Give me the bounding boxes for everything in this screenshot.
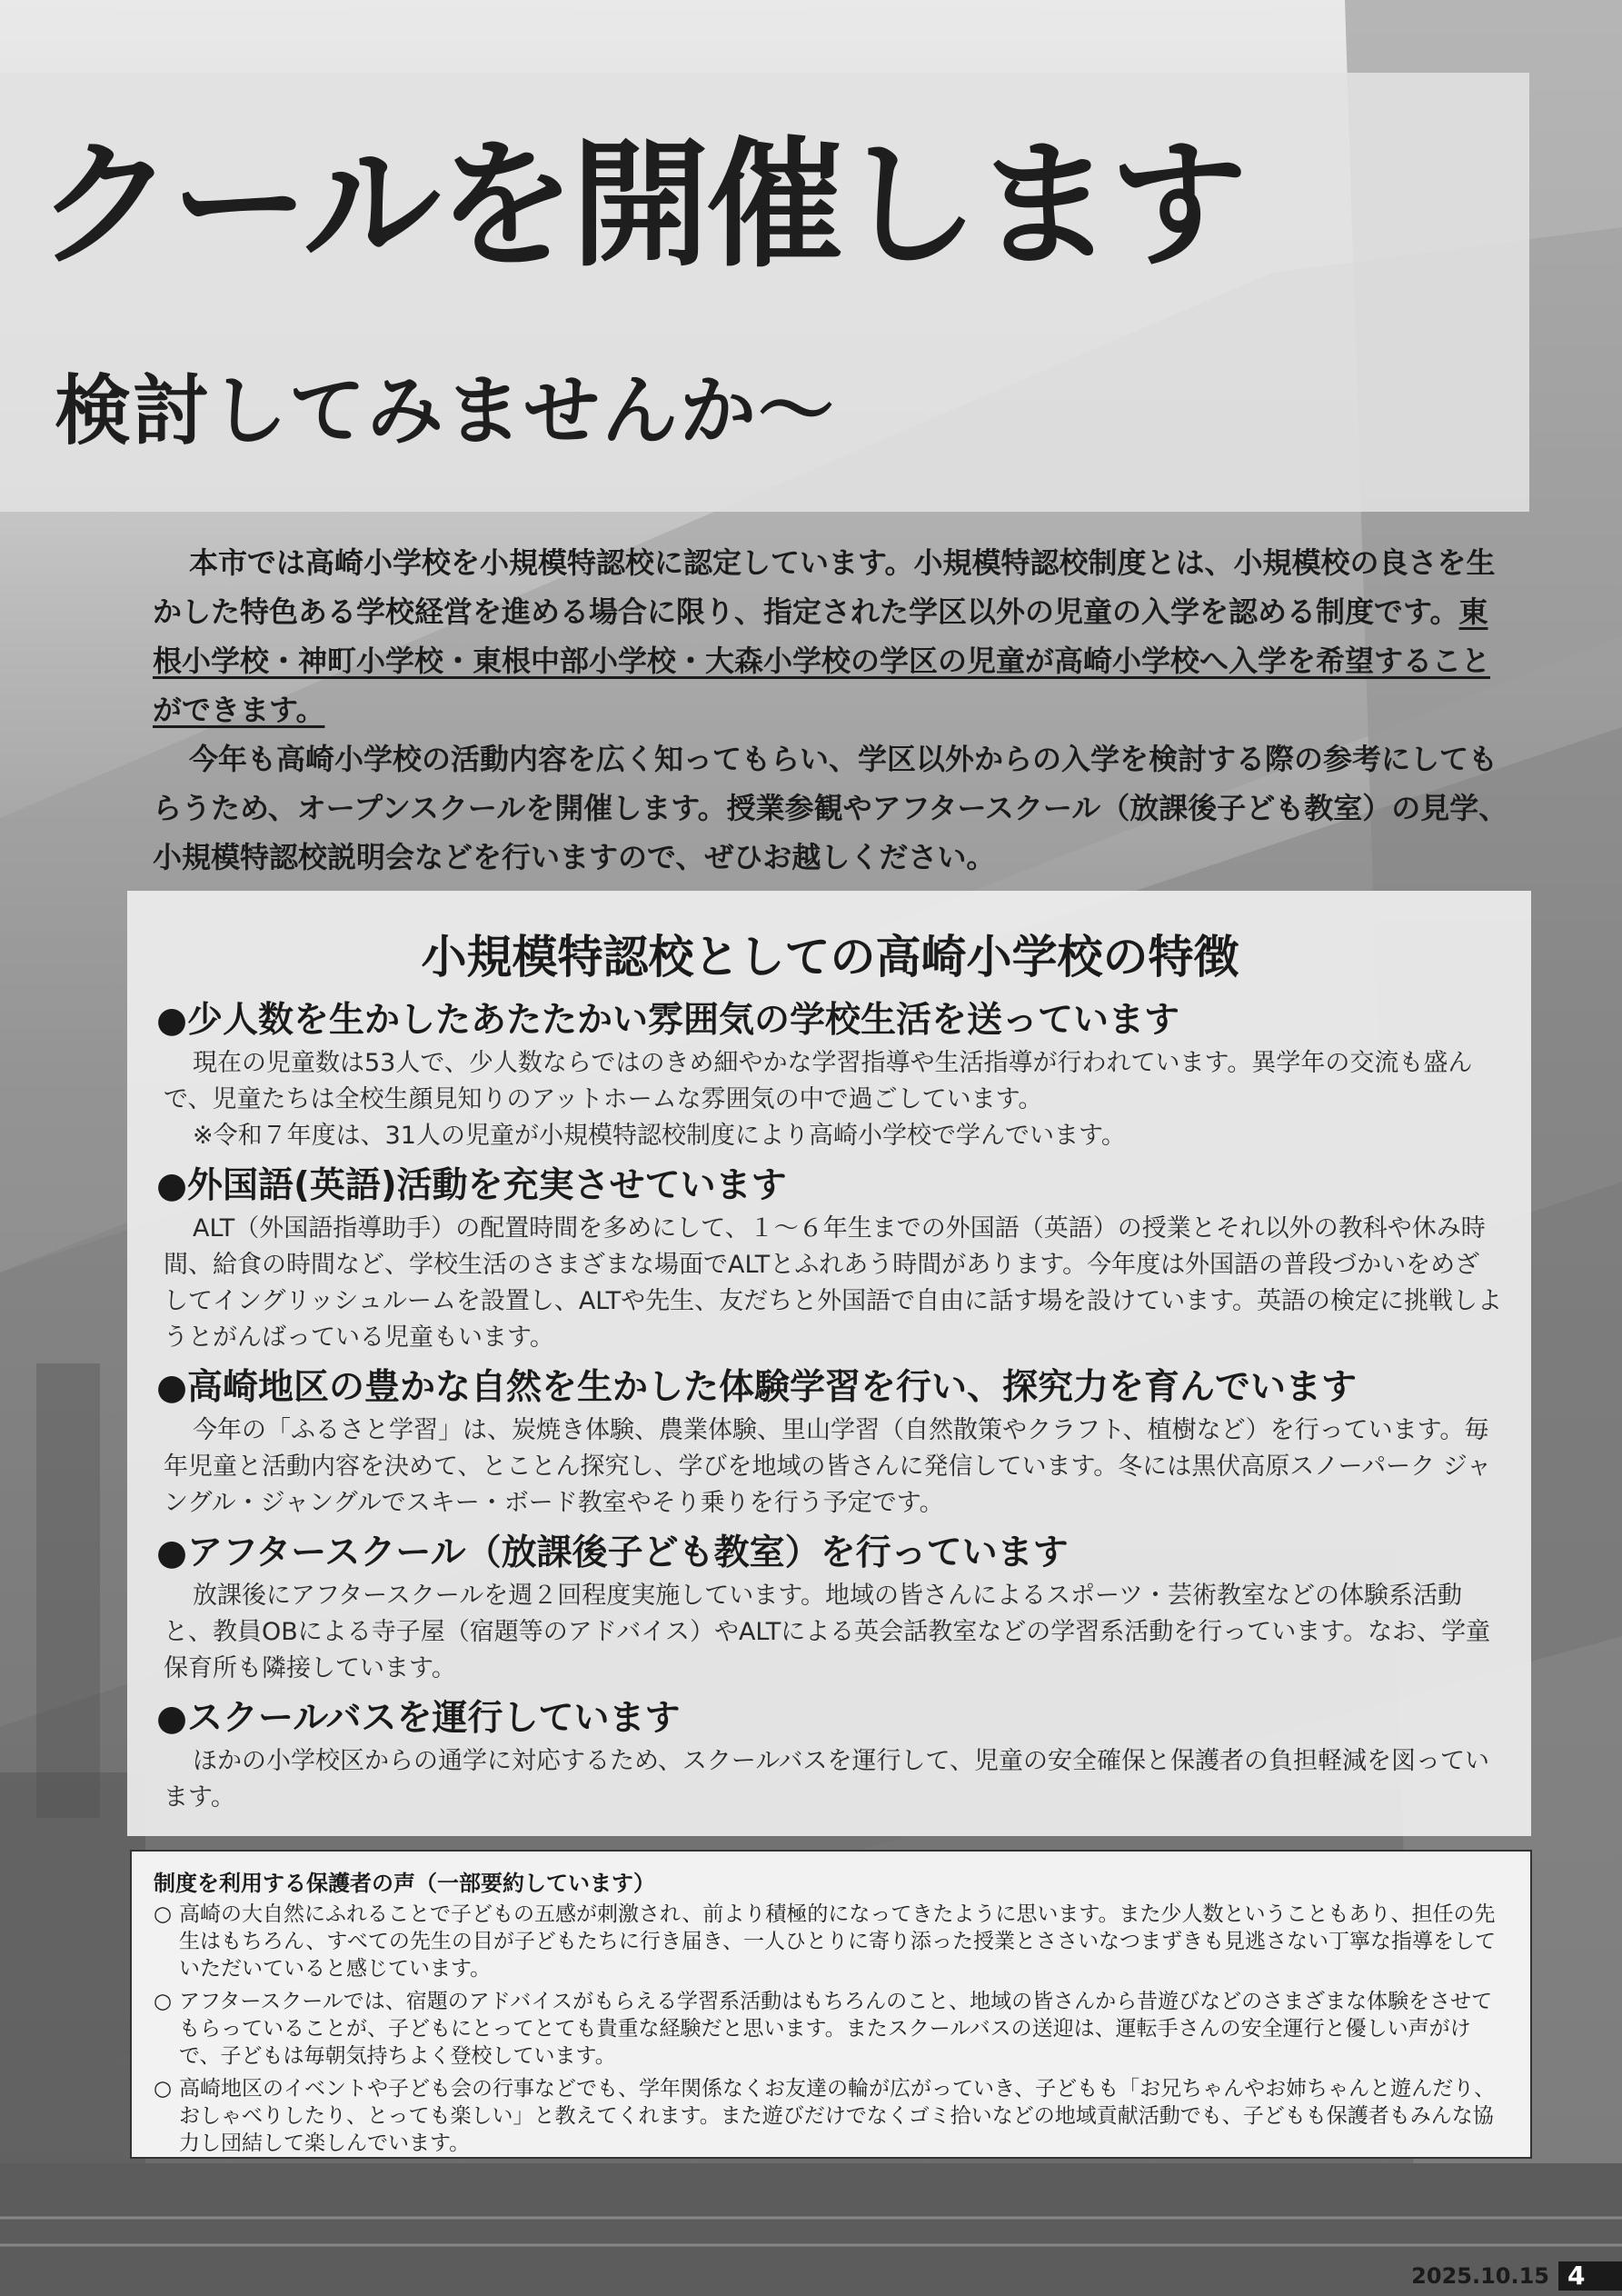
intro-paragraph-1-text: 本市では高崎小学校を小規模特認校に認定しています。小規模特認校制度とは、小規模校の良さを生かした特色ある学校経営を進める場合に限り、指定された学区以外の児童の入学を認める制度です。	[153, 545, 1496, 629]
intro-paragraph-2: 今年も高崎小学校の活動内容を広く知ってもらい、学区以外からの入学を検討する際の参考にしてもらうため、オープンスクールを開催します。授業参観やアフタースクール（放課後子ども教室）の見学、小規模特認校説明会などを行いますので、ぜひお越しください。	[153, 742, 1508, 874]
feature-body: 今年の「ふるさと学習」は、炭焼き体験、農業体験、里山学習（自然散策やクラフト、植樹など）を行っています。毎年児童と活動内容を決めて、とことん探究し、学びを地域の皆さんに発信しています。冬には黒伏高原スノーパーク ジャングル・ジャングルでスキー・ボード教室やそり乗りを行う予定です。	[164, 1416, 1492, 1517]
intro-paragraph-1	[153, 538, 1516, 734]
page-footer	[1411, 2261, 1622, 2291]
feature-item	[156, 996, 1504, 1154]
voice-item	[154, 1988, 1508, 2070]
feature-body: ALT（外国語指導助手）の配置時間を多めにして、１～６年生までの外国語（英語）の授業とそれ以外の教科や休み時間、給食の時間など、学校生活のさまざまな場面でALTとふれあう時間があります。今年度は外国語の普段づかいをめざしてイングリッシュルームを設置し、ALTや先生、友だちと外国語で自由に話す場を設けています。英語の検定に挑戦しようとがんばっている児童もいます。	[164, 1214, 1502, 1352]
page-title: クールを開催します	[36, 125, 1244, 285]
feature-body: 放課後にアフタースクールを週２回程度実施しています。地域の皆さんによるスポーツ・芸術教室などの体験系活動と、教員OBによる寺子屋（宿題等のアドバイス）やALTによる英会話教室などの学習系活動を行っています。なお、学童保育所も隣接しています。	[164, 1582, 1491, 1682]
voice-text: 高崎の大自然にふれることで子どもの五感が刺激され、前より積極的になってきたように思います。また少人数ということもあり、担任の先生はもちろん、すべての先生の目が子どもたちに行き届き、一人ひとりに寄り添った授業とささいなつまずきも見逃さない丁寧な指導をしていただいていると感じています。	[179, 1902, 1496, 1981]
feature-body: 現在の児童数は53人で、少人数ならではのきめ細やかな学習指導や生活指導が行われています。異学年の交流も盛んで、児童たちは全校生顔見知りのアットホームな雰囲気の中で過ごしています。	[164, 1049, 1473, 1113]
voice-item	[154, 1901, 1508, 1982]
circle-bullet-icon: ○	[154, 2077, 173, 2101]
circle-bullet-icon: ○	[154, 1990, 173, 2013]
intro-paragraph-1-underlined: 東根小学校・神町小学校・東根中部小学校・大森小学校の学区の児童が高崎小学校へ入学を希望することができます。	[153, 594, 1491, 727]
voice-item	[154, 2075, 1508, 2157]
parent-voices-box	[130, 1850, 1532, 2159]
page-number: 4	[1558, 2261, 1622, 2291]
circle-bullet-icon: ○	[154, 1902, 173, 1926]
voice-text: 高崎地区のイベントや子ども会の行事などでも、学年関係なくお友達の輪が広がっていき、子どもも「お兄ちゃんやお姉ちゃんと遊んだり、おしゃべりしたり、とっても楽しい」と教えてくれます。また遊びだけでなくゴミ拾いなどの地域貢献活動でも、子どもも保護者もみんな協力し団結して楽しんでいます。	[179, 2077, 1496, 2155]
page-subtitle: 検討してみませんか～	[55, 366, 837, 455]
intro-text	[153, 538, 1516, 882]
features-panel	[127, 891, 1531, 1836]
issue-date: 2025.10.15	[1411, 2263, 1549, 2289]
feature-item	[156, 1694, 1504, 1816]
feature-title: ●スクールバスを運行しています	[156, 1698, 681, 1739]
feature-body: ほかの小学校区からの通学に対応するため、スクールバスを運行して、児童の安全確保と保護者の負担軽減を図っています。	[164, 1747, 1489, 1812]
feature-title: ●少人数を生かしたあたたかい雰囲気の学校生活を送っています	[156, 1000, 1180, 1041]
feature-title: ●高崎地区の豊かな自然を生かした体験学習を行い、探究力を育んでいます	[156, 1367, 1358, 1408]
feature-title: ●アフタースクール（放課後子ども教室）を行っています	[156, 1532, 1069, 1573]
feature-item	[156, 1162, 1504, 1356]
voices-title: 制度を利用する保護者の声（一部要約しています）	[154, 1871, 655, 1896]
feature-title: ●外国語(英語)活動を充実させています	[156, 1165, 787, 1206]
feature-note: ※令和７年度は、31人の児童が小規模特認校制度により高崎小学校で学んでいます。	[193, 1122, 1126, 1150]
features-heading: 小規模特認校としての高崎小学校の特徴	[421, 931, 1239, 983]
feature-item	[156, 1529, 1504, 1687]
voice-text: アフタースクールでは、宿題のアドバイスがもらえる学習系活動はもちろんのこと、地域の皆さんから昔遊びなどのさまざまな体験をさせてもらっていることが、子どもにとってとても貴重な経験だと思います。またスクールバスの送迎は、運転手さんの安全運行と優しい声がけで、子どもは毎朝気持ちよく登校しています。	[179, 1990, 1493, 2068]
feature-item	[156, 1363, 1504, 1522]
